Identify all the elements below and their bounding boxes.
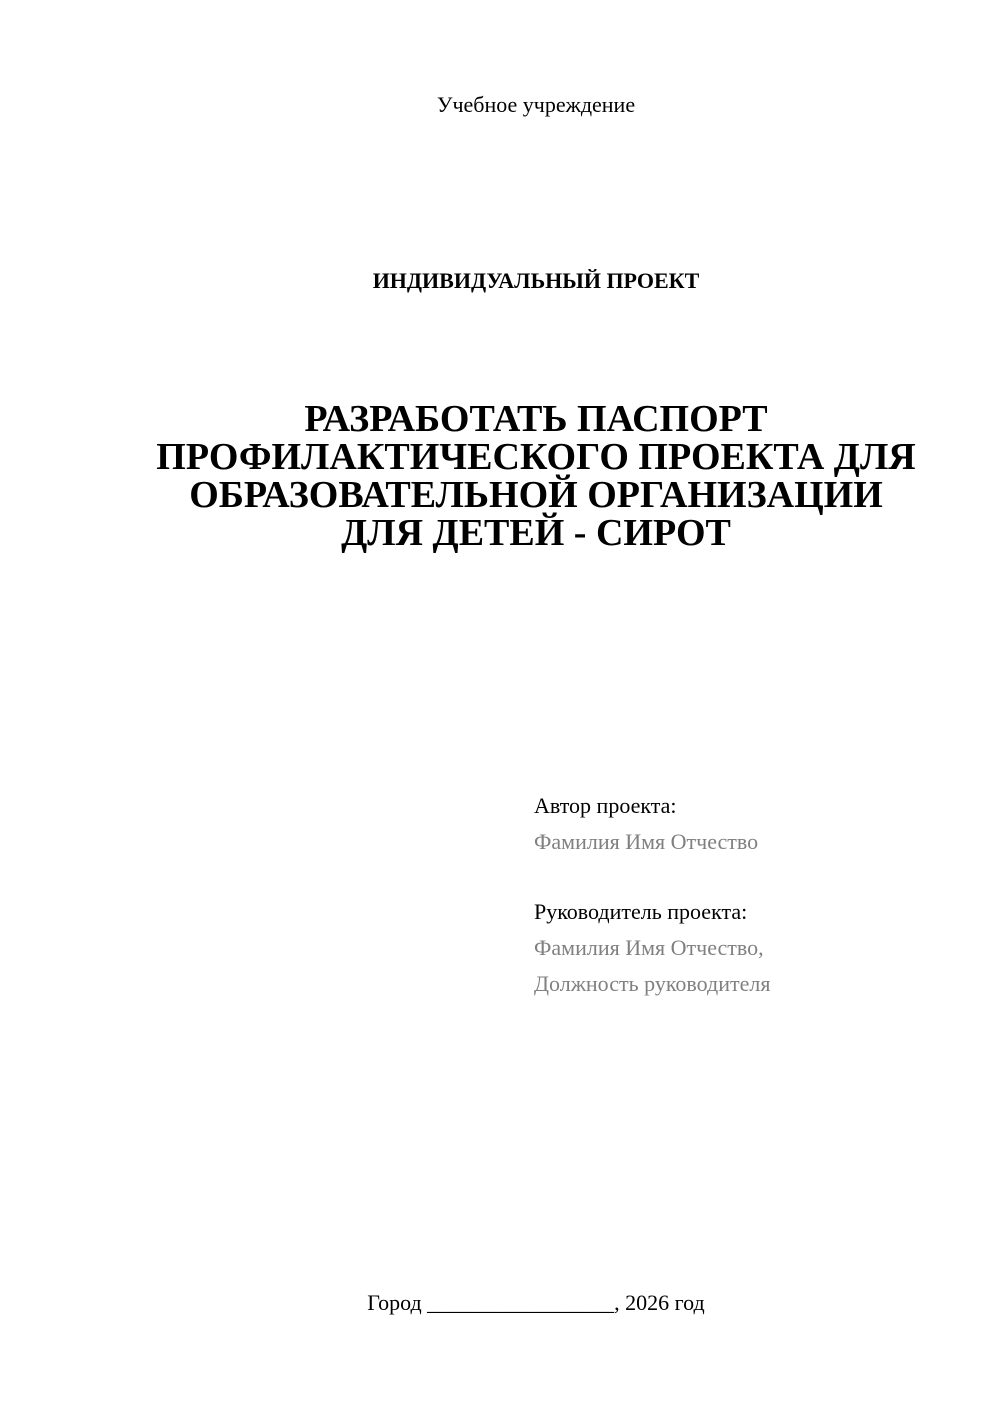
institution-name: Учебное учреждение: [436, 92, 636, 117]
project-title: [0, 400, 1000, 552]
title-line: ПРОФИЛАКТИЧЕСКОГО ПРОЕКТА ДЛЯ: [156, 436, 916, 478]
project-type: ИНДИВИДУАЛЬНЫЙ ПРОЕКТ: [372, 268, 700, 293]
spacer: [534, 860, 770, 894]
title-line: ДЛЯ ДЕТЕЙ - СИРОТ: [341, 512, 731, 554]
author-label: Автор проекта:: [534, 793, 677, 818]
project-people-block: [534, 788, 770, 1002]
city-year-footer: Город _________________, 2026 год: [367, 1290, 705, 1315]
title-line: РАЗРАБОТАТЬ ПАСПОРТ: [304, 398, 768, 440]
title-line: ОБРАЗОВАТЕЛЬНОЙ ОРГАНИЗАЦИИ: [189, 474, 883, 516]
supervisor-position: Должность руководителя: [534, 971, 771, 996]
supervisor-name: Фамилия Имя Отчество,: [534, 935, 764, 960]
author-name: Фамилия Имя Отчество: [534, 829, 759, 854]
supervisor-label: Руководитель проекта:: [534, 899, 748, 924]
